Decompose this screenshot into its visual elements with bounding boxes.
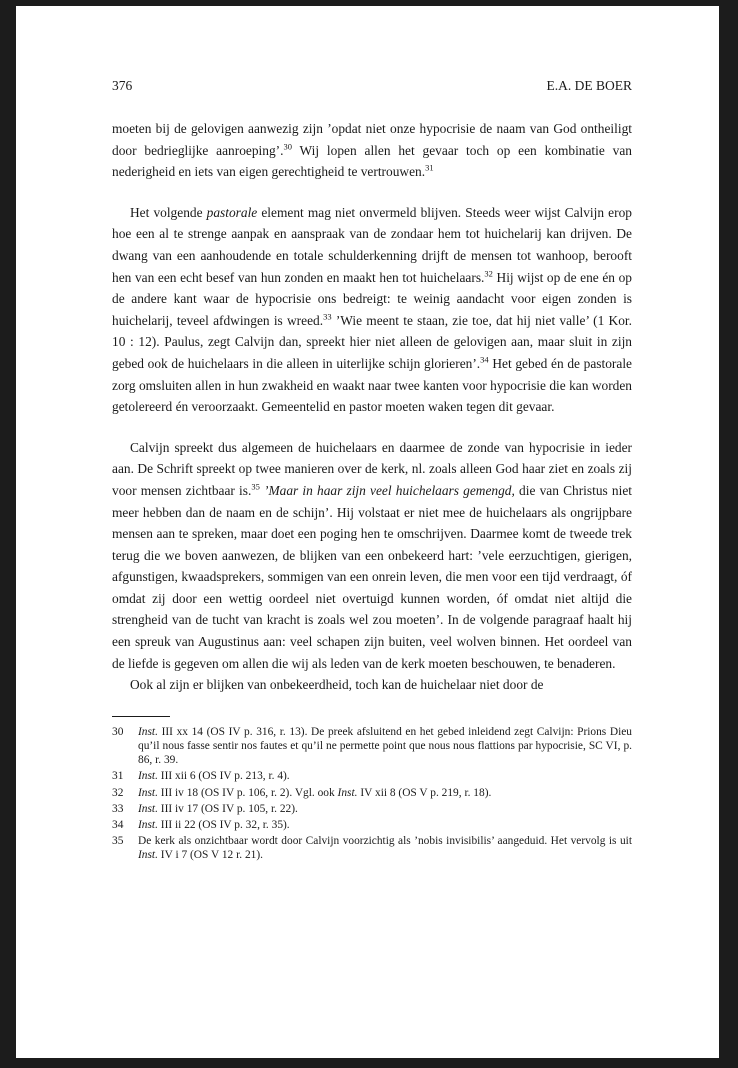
italic-text: Inst.: [138, 802, 158, 815]
footnote-number: 34: [112, 819, 124, 832]
footnote: [112, 834, 632, 862]
paragraph: [112, 202, 632, 418]
footnote: [112, 818, 632, 832]
footnote: [112, 725, 632, 768]
text-run: Wij lopen allen het gevaar toch op een kombinatie van nederigheid en iets van eigen gerechtigheid te vertrouwen.: [112, 142, 632, 180]
footnote-number: 33: [112, 802, 124, 815]
footnote-divider: [112, 716, 170, 717]
scan-edge-top: [0, 0, 738, 6]
scan-edge-left: [0, 0, 16, 1068]
italic-text: Inst.: [337, 786, 358, 799]
paragraph: [112, 674, 632, 696]
text-run: III iv 18 (OS IV p. 106, r. 2). Vgl. ook: [157, 786, 338, 799]
footnote-number: 30: [112, 725, 124, 738]
footnote-ref: 31: [425, 162, 434, 173]
text-run: IV i 7 (OS V 12 r. 21).: [157, 849, 263, 862]
italic-text: Inst.: [138, 786, 158, 799]
footnote-number: 31: [112, 770, 124, 783]
footnote: [112, 786, 632, 800]
text-run: Het volgende: [130, 204, 207, 220]
text-run: element mag niet onvermeld blijven. Steeds weer wijst Calvijn erop hoe een al te strenge aanpak en aanspraak van de zondaar hem tot huichelarij kan drijven. De dwang van een aanhoudende en totale schulderkenning drijft de mensen tot wanhoop, berooft hen van een echt besef van hun zonden en maakt hen tot huichelaars.: [112, 204, 632, 285]
page-header: [112, 78, 632, 98]
text-run: IV xii 8 (OS V p. 219, r. 18).: [357, 786, 492, 799]
footnotes: [112, 725, 632, 863]
footnote-ref: 33: [323, 311, 332, 322]
text-run: Calvijn spreekt dus algemeen de huichelaars en daarmee de zonde van hypocrisie in ieder aan. De Schrift spreekt op twee manieren over de kerk, nl. zoals alleen God haar ziet en zoals zij voor mensen zichtbaar is.: [112, 439, 632, 498]
footnote-text: [138, 818, 632, 832]
italic-text: ’Maar in haar zijn veel huichelaars gemengd,: [264, 482, 515, 498]
paragraph: [112, 118, 632, 183]
text-run: III xii 6 (OS IV p. 213, r. 4).: [157, 770, 290, 783]
body-text: [112, 118, 632, 696]
text-run: III ii 22 (OS IV p. 32, r. 35).: [157, 819, 290, 832]
footnote-number: 32: [112, 786, 124, 799]
italic-text: pastorale: [206, 204, 258, 220]
text-run: Ook al zijn er blijken van onbekeerdheid, toch kan de huichelaar niet door de: [130, 677, 544, 693]
text-run: Het gebed én de pastorale zorg omsluiten allen in hun zwakheid en waakt naar twee kanten voor hypocrisie die kan worden getolereerd én veroorzaakt. Gemeentelid en pastor moeten waken tegen dit gevaar.: [112, 355, 633, 415]
text-run: III iv 17 (OS IV p. 105, r. 22).: [157, 802, 298, 815]
footnote-text: [138, 786, 632, 800]
footnote-ref: 30: [283, 141, 292, 152]
footnote-text: [138, 769, 632, 783]
footnote: [112, 802, 632, 816]
italic-text: Inst.: [138, 725, 158, 738]
footnote-ref: 35: [251, 481, 260, 492]
italic-text: Inst.: [138, 770, 158, 783]
footnote-number: 35: [112, 835, 124, 848]
italic-text: Inst.: [138, 849, 158, 862]
footnote-text: [138, 834, 632, 862]
footnote-ref: 34: [480, 354, 489, 365]
italic-text: Inst.: [138, 819, 158, 832]
text-run: Hij wijst op de ene én op de andere kant waar de hypocrisie ons bedreigt: te weinig aandacht voor eigen zonden is huichelarij, teveel afdwingen is wreed.: [112, 269, 632, 328]
footnote-ref: 32: [484, 268, 493, 279]
text-run: moeten bij de gelovigen aanwezig zijn ’opdat niet onze hypocrisie de naam van God ontheiligt door bedrieglijke aanroeping’.: [112, 121, 632, 158]
page: [112, 78, 632, 865]
page-number: 376: [112, 78, 133, 93]
text-run: die van Christus niet meer hebben dan de naam en de schijn’. Hij volstaat er niet mee de huichelaars als ongrijpbare mensen aan te spreken, maar doet een poging hen te omschrijven. Daarmee komt de tweede trek terug die we boven aanwezen, de blijken van een onbekeerd hart: ’vele eerzuchtigen, gierigen, afgunstigen, kwaadsprekers, sommigen van een onrein leven, die men voor een tijd verdraagt, óf omdat zij door een wettig oordeel niet overtuigd kunnen worden, óf omdat niet altijd die strengheid van de tucht van kracht is zoals wel zou moeten’. In de volgende paragraaf haalt hij een spreuk van Augustinus aan: veel schapen zijn buiten, veel wolven binnen. Het oordeel van de liefde is gegeven om allen die wij als leden van de kerk moeten beschouwen, te benaderen.: [112, 482, 632, 671]
footnote: [112, 769, 632, 783]
text-run: III xx 14 (OS IV p. 316, r. 13). De preek afsluitend en het gebed inleidend zegt Calvijn: Prions Dieu qu’il nous fasse sentir nos fautes et qu’il ne permette point que nous nous flattions par hypocrisie, SC VI, p. 86, r. 39.: [138, 725, 632, 767]
footnote-text: [138, 802, 632, 816]
scan-edge-bottom: [0, 1058, 738, 1068]
text-run: ’Wie meent te staan, zie toe, dat hij niet valle’ (1 Kor. 10 : 12). Paulus, zegt Calvijn dan, spreekt hier niet alleen de gelovigen aan, maar sluit in zijn gebed ook de huichelaars in die alleen in uiterlijke schijn glorieren’.: [112, 312, 632, 371]
running-head: E.A. DE BOER: [546, 78, 632, 93]
footnote-text: [138, 725, 632, 768]
scan-edge-right: [719, 0, 738, 1068]
paragraph: [112, 437, 632, 675]
text-run: De kerk als onzichtbaar wordt door Calvijn voorzichtig als ’nobis invisibilis’ aangeduid. Het vervolg is uit: [138, 835, 632, 848]
